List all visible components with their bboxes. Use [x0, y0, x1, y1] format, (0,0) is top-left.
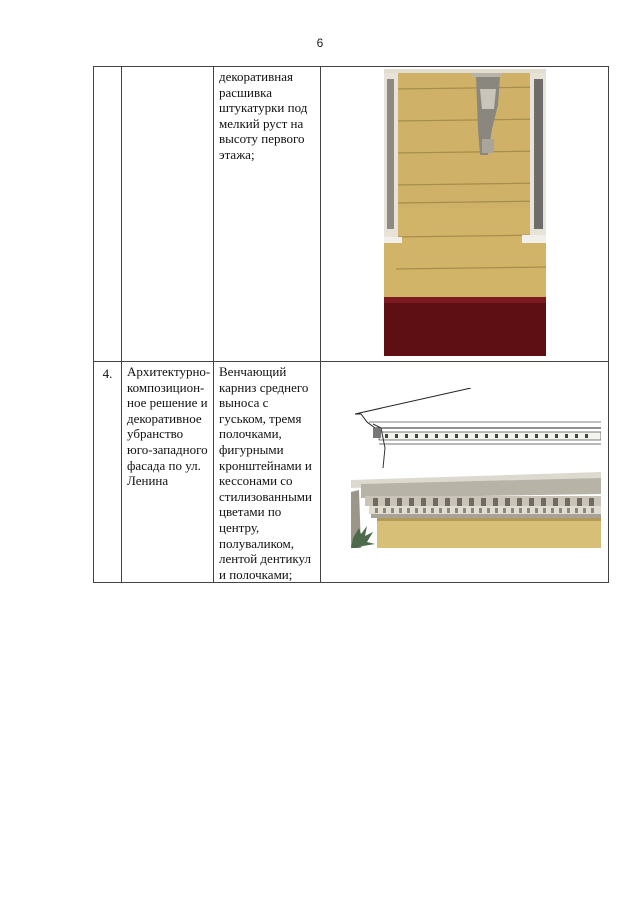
- element-name-cell: [122, 67, 214, 362]
- cornice-profile-drawing: [355, 388, 601, 470]
- element-name-cell: Архитектурно-композицион-ное решение и декоративное убранство юго-западного фасада по ул. Ленина: [122, 362, 214, 583]
- row-number-cell: [94, 67, 122, 362]
- cornice-photo: [351, 472, 601, 548]
- table-row: [94, 67, 609, 362]
- cornice-photo-graphic: [351, 472, 601, 548]
- row-number-cell: 4.: [94, 362, 122, 583]
- monument-elements-table: [93, 66, 609, 583]
- facade-photo-graphic: [384, 69, 546, 356]
- element-description-cell: Венчающий карниз среднего выноса с гуськом, тремя полочками, фигурными кронштейнами и кессонами со стилизованными цветами по центру, полуваликом, лентой дентикул и полочками;: [214, 362, 321, 583]
- page-number: 6: [316, 36, 324, 50]
- facade-rustication-photo: [384, 69, 546, 356]
- image-cell: [321, 67, 609, 362]
- cornice-drawing-graphic: [355, 388, 601, 470]
- image-cell: [321, 362, 609, 583]
- table-row: [94, 362, 609, 583]
- element-description-cell: декоративная расшивка штукатурки под мелкий руст на высоту первого этажа;: [214, 67, 321, 362]
